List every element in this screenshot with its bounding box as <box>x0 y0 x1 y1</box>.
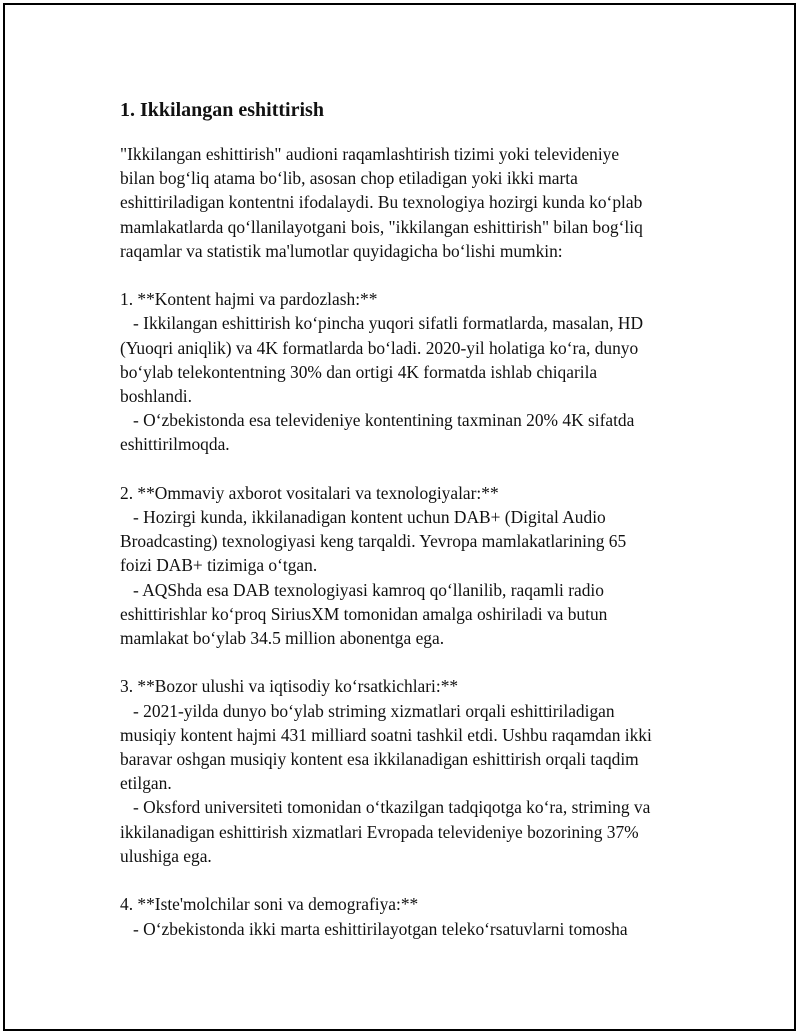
document-content <box>120 95 720 941</box>
document-page <box>3 3 796 1031</box>
section-heading: 1. Ikkilangan eshittirish <box>120 99 324 121</box>
body-text: "Ikkilangan eshittirish" audioni raqamlashtirish tizimi yoki televideniye bilan bog‘liq atama bo‘lib, asosan chop etiladigan yoki ikki marta eshittiriladigan kontentni ifodalaydi. Bu texnologiya hozirgi kunda ko‘plab mamlakatlarda qo‘llanilayotgani bois, "ikkilangan eshittirish" bilan bog‘liq raqamlar va statistik ma'lumotlar quyidagicha bo‘lishi mumkin: 1. **Kontent hajmi va pardozlash:** - Ikkilangan eshittirish ko‘pincha yuqori sifatli formatlarda, masalan, HD (Yuoqri aniqlik) va 4K formatlarda bo‘ladi. 2020-yil holatiga ko‘ra, dunyo bo‘ylab telekontentning 30% dan ortigi 4K formatda ishlab chiqarila boshlandi. - O‘zbekistonda esa televideniye kontentining taxminan 20% 4K sifatda eshittirilmoqda. 2. **Ommaviy axborot vositalari va texnologiyalar:** - Hozirgi kunda, ikkilanadigan kontent uchun DAB+ (Digital Audio Broadcasting) texnologiyasi keng tarqaldi. Yevropa mamlakatlarining 65 foizi DAB+ tizimiga o‘tgan. - AQShda esa DAB texnologiyasi kamroq qo‘llanilib, raqamli radio eshittirishlar ko‘proq SiriusXM tomonidan amalga oshiriladi va butun mamlakat bo‘ylab 34.5 million abonentga ega. 3. **Bozor ulushi va iqtisodiy ko‘rsatkichlari:** - 2021-yilda dunyo bo‘ylab striming xizmatlari orqali eshittiriladigan musiqiy kontent hajmi 431 milliard soatni tashkil etdi. Ushbu raqamdan ikki baravar oshgan musiqiy kontent esa ikkilanadigan eshittirish orqali taqdim etilgan. - Oksford universiteti tomonidan o‘tkazilgan tadqiqotga ko‘ra, striming va ikkilanadigan eshittirish xizmatlari Evropada televideniye bozorining 37% ulushiga ega. 4. **Iste'molchilar soni va demografiya:** - O‘zbekistonda ikki marta eshittirilayotgan teleko‘rsatuvlarni tomosha <box>120 144 652 939</box>
